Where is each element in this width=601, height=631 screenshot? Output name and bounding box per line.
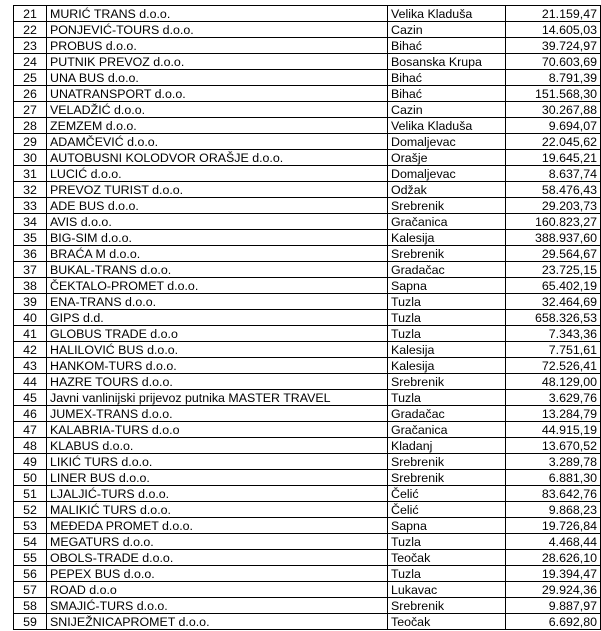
amount-value: 65.402,19: [506, 278, 601, 294]
city-name: Čelić: [388, 486, 506, 502]
city-name: Kladanj: [388, 438, 506, 454]
row-number: 40: [14, 310, 47, 326]
amount-value: 151.568,30: [506, 86, 601, 102]
company-name: Javni vanlinijski prijevoz putnika MASTER TRAVEL: [47, 390, 388, 406]
company-name: ADE BUS d.o.o.: [47, 198, 388, 214]
company-name: ZEMZEM d.o.o.: [47, 118, 388, 134]
table-row: [14, 582, 601, 598]
company-name: MEĐEDA PROMET d.o.o.: [47, 518, 388, 534]
table-row: [14, 438, 601, 454]
amount-value: 7.751,61: [506, 342, 601, 358]
city-name: Bihać: [388, 70, 506, 86]
amount-value: 7.343,36: [506, 326, 601, 342]
company-name: UNATRANSPORT d.o.o.: [47, 86, 388, 102]
row-number: 21: [14, 6, 47, 22]
row-number: 50: [14, 470, 47, 486]
company-name: HANKOM-TURS d.o.o.: [47, 358, 388, 374]
city-name: Velika Kladuša: [388, 6, 506, 22]
row-number: 23: [14, 38, 47, 54]
company-name: LINER BUS d.o.o.: [47, 470, 388, 486]
city-name: Kalesija: [388, 358, 506, 374]
company-name: SNIJEŽNICAPROMET d.o.o.: [47, 614, 388, 630]
company-name: JUMEX-TRANS d.o.o.: [47, 406, 388, 422]
amount-value: 83.642,76: [506, 486, 601, 502]
amount-value: 29.203,73: [506, 198, 601, 214]
company-name: PROBUS d.o.o.: [47, 38, 388, 54]
table-row: [14, 326, 601, 342]
row-number: 45: [14, 390, 47, 406]
table-row: [14, 390, 601, 406]
company-name: MURIĆ TRANS d.o.o.: [47, 6, 388, 22]
company-name: PONJEVIĆ-TOURS d.o.o.: [47, 22, 388, 38]
city-name: Srebrenik: [388, 598, 506, 614]
city-name: Gračanica: [388, 422, 506, 438]
amount-value: 22.045,62: [506, 134, 601, 150]
table-row: [14, 230, 601, 246]
table-row: [14, 406, 601, 422]
amount-value: 6.692,80: [506, 614, 601, 630]
table-row: [14, 358, 601, 374]
city-name: Tuzla: [388, 566, 506, 582]
table-row: [14, 518, 601, 534]
city-name: Čelić: [388, 502, 506, 518]
table-row: [14, 118, 601, 134]
company-name: MEGATURS d.o.o.: [47, 534, 388, 550]
row-number: 26: [14, 86, 47, 102]
row-number: 47: [14, 422, 47, 438]
amount-value: 21.159,47: [506, 6, 601, 22]
city-name: Tuzla: [388, 310, 506, 326]
row-number: 57: [14, 582, 47, 598]
city-name: Domaljevac: [388, 166, 506, 182]
table-row: [14, 534, 601, 550]
table-row: [14, 310, 601, 326]
company-name: ROAD d.o.o: [47, 582, 388, 598]
table-row: [14, 454, 601, 470]
amount-value: 8.791,39: [506, 70, 601, 86]
row-number: 31: [14, 166, 47, 182]
company-name: PEPEX BUS d.o.o.: [47, 566, 388, 582]
row-number: 39: [14, 294, 47, 310]
amount-value: 9.887,97: [506, 598, 601, 614]
city-name: Tuzla: [388, 390, 506, 406]
row-number: 28: [14, 118, 47, 134]
row-number: 44: [14, 374, 47, 390]
city-name: Odžak: [388, 182, 506, 198]
table-row: [14, 214, 601, 230]
table-row: [14, 502, 601, 518]
table-row: [14, 54, 601, 70]
company-name: ADAMČEVIĆ d.o.o.: [47, 134, 388, 150]
amount-value: 8.637,74: [506, 166, 601, 182]
table-row: [14, 486, 601, 502]
table-row: [14, 614, 601, 630]
company-name: HAZRE TOURS d.o.o.: [47, 374, 388, 390]
company-name: ČEKTALO-PROMET d.o.o.: [47, 278, 388, 294]
amount-value: 13.284,79: [506, 406, 601, 422]
company-name: LUCIĆ d.o.o.: [47, 166, 388, 182]
city-name: Bihać: [388, 86, 506, 102]
table-row: [14, 166, 601, 182]
city-name: Cazin: [388, 22, 506, 38]
company-name: HALILOVIĆ BUS d.o.o.: [47, 342, 388, 358]
city-name: Gradačac: [388, 406, 506, 422]
table-row: [14, 86, 601, 102]
amount-value: 3.289,78: [506, 454, 601, 470]
row-number: 54: [14, 534, 47, 550]
city-name: Srebrenik: [388, 374, 506, 390]
company-name: GLOBUS TRADE d.o.o: [47, 326, 388, 342]
company-name: UNA BUS d.o.o.: [47, 70, 388, 86]
company-name: LJALJIĆ-TURS d.o.o.: [47, 486, 388, 502]
table-row: [14, 342, 601, 358]
city-name: Teočak: [388, 614, 506, 630]
row-number: 33: [14, 198, 47, 214]
table-row: [14, 246, 601, 262]
city-name: Srebrenik: [388, 470, 506, 486]
city-name: Sapna: [388, 518, 506, 534]
company-name: SMAJIĆ-TURS d.o.o.: [47, 598, 388, 614]
city-name: Kalesija: [388, 342, 506, 358]
row-number: 35: [14, 230, 47, 246]
row-number: 27: [14, 102, 47, 118]
row-number: 43: [14, 358, 47, 374]
city-name: Gračanica: [388, 214, 506, 230]
amount-value: 9.868,23: [506, 502, 601, 518]
amount-value: 658.326,53: [506, 310, 601, 326]
company-name: MALIKIĆ TURS d.o.o.: [47, 502, 388, 518]
amount-value: 3.629,76: [506, 390, 601, 406]
amount-value: 39.724,97: [506, 38, 601, 54]
row-number: 25: [14, 70, 47, 86]
amount-value: 28.626,10: [506, 550, 601, 566]
city-name: Lukavac: [388, 582, 506, 598]
table-row: [14, 182, 601, 198]
amount-value: 44.915,19: [506, 422, 601, 438]
amount-value: 160.823,27: [506, 214, 601, 230]
row-number: 59: [14, 614, 47, 630]
table-row: [14, 22, 601, 38]
company-name: GIPS d.d.: [47, 310, 388, 326]
company-name: AUTOBUSNI KOLODVOR ORAŠJE d.o.o.: [47, 150, 388, 166]
row-number: 46: [14, 406, 47, 422]
table-row: [14, 6, 601, 22]
city-name: Domaljevac: [388, 134, 506, 150]
city-name: Srebrenik: [388, 246, 506, 262]
amount-value: 72.526,41: [506, 358, 601, 374]
table-row: [14, 150, 601, 166]
city-name: Kalesija: [388, 230, 506, 246]
amount-value: 29.564,67: [506, 246, 601, 262]
city-name: Orašje: [388, 150, 506, 166]
table-row: [14, 134, 601, 150]
company-name: PUTNIK PREVOZ d.o.o.: [47, 54, 388, 70]
city-name: Bosanska Krupa: [388, 54, 506, 70]
row-number: 53: [14, 518, 47, 534]
row-number: 36: [14, 246, 47, 262]
amount-value: 9.694,07: [506, 118, 601, 134]
company-name: KLABUS d.o.o.: [47, 438, 388, 454]
city-name: Tuzla: [388, 326, 506, 342]
city-name: Srebrenik: [388, 198, 506, 214]
row-number: 52: [14, 502, 47, 518]
table-row: [14, 550, 601, 566]
row-number: 56: [14, 566, 47, 582]
city-name: Srebrenik: [388, 454, 506, 470]
table-row: [14, 70, 601, 86]
city-name: Sapna: [388, 278, 506, 294]
row-number: 22: [14, 22, 47, 38]
amount-value: 32.464,69: [506, 294, 601, 310]
city-name: Bihać: [388, 38, 506, 54]
company-name: AVIS d.o.o.: [47, 214, 388, 230]
table-row: [14, 294, 601, 310]
table-body: [14, 6, 601, 630]
table-row: [14, 198, 601, 214]
company-name: PREVOZ TURIST d.o.o.: [47, 182, 388, 198]
amount-value: 58.476,43: [506, 182, 601, 198]
table-row: [14, 374, 601, 390]
amount-value: 4.468,44: [506, 534, 601, 550]
table-row: [14, 262, 601, 278]
company-name: BRAĆA M d.o.o.: [47, 246, 388, 262]
row-number: 29: [14, 134, 47, 150]
row-number: 42: [14, 342, 47, 358]
table-row: [14, 422, 601, 438]
row-number: 51: [14, 486, 47, 502]
company-name: LIKIĆ TURS d.o.o.: [47, 454, 388, 470]
amount-value: 48.129,00: [506, 374, 601, 390]
city-name: Tuzla: [388, 534, 506, 550]
table-row: [14, 598, 601, 614]
table-row: [14, 278, 601, 294]
amount-value: 6.881,30: [506, 470, 601, 486]
amount-value: 29.924,36: [506, 582, 601, 598]
table-row: [14, 102, 601, 118]
row-number: 41: [14, 326, 47, 342]
amount-value: 19.394,47: [506, 566, 601, 582]
company-name: OBOLS-TRADE d.o.o.: [47, 550, 388, 566]
row-number: 48: [14, 438, 47, 454]
row-number: 34: [14, 214, 47, 230]
city-name: Gradačac: [388, 262, 506, 278]
city-name: Tuzla: [388, 294, 506, 310]
company-name: KALABRIA-TURS d.o.o: [47, 422, 388, 438]
amount-value: 388.937,60: [506, 230, 601, 246]
amount-value: 13.670,52: [506, 438, 601, 454]
row-number: 30: [14, 150, 47, 166]
row-number: 38: [14, 278, 47, 294]
company-name: VELADŽIĆ d.o.o.: [47, 102, 388, 118]
city-name: Cazin: [388, 102, 506, 118]
amount-value: 30.267,88: [506, 102, 601, 118]
row-number: 58: [14, 598, 47, 614]
amount-value: 23.725,15: [506, 262, 601, 278]
table-row: [14, 38, 601, 54]
amount-value: 19.645,21: [506, 150, 601, 166]
amount-value: 70.603,69: [506, 54, 601, 70]
amount-value: 14.605,03: [506, 22, 601, 38]
row-number: 37: [14, 262, 47, 278]
city-name: Velika Kladuša: [388, 118, 506, 134]
table-row: [14, 566, 601, 582]
city-name: Teočak: [388, 550, 506, 566]
company-name: BIG-SIM d.o.o.: [47, 230, 388, 246]
row-number: 24: [14, 54, 47, 70]
table-row: [14, 470, 601, 486]
row-number: 49: [14, 454, 47, 470]
company-name: BUKAL-TRANS d.o.o.: [47, 262, 388, 278]
operators-table: [13, 5, 601, 630]
row-number: 55: [14, 550, 47, 566]
company-name: ENA-TRANS d.o.o.: [47, 294, 388, 310]
row-number: 32: [14, 182, 47, 198]
amount-value: 19.726,84: [506, 518, 601, 534]
